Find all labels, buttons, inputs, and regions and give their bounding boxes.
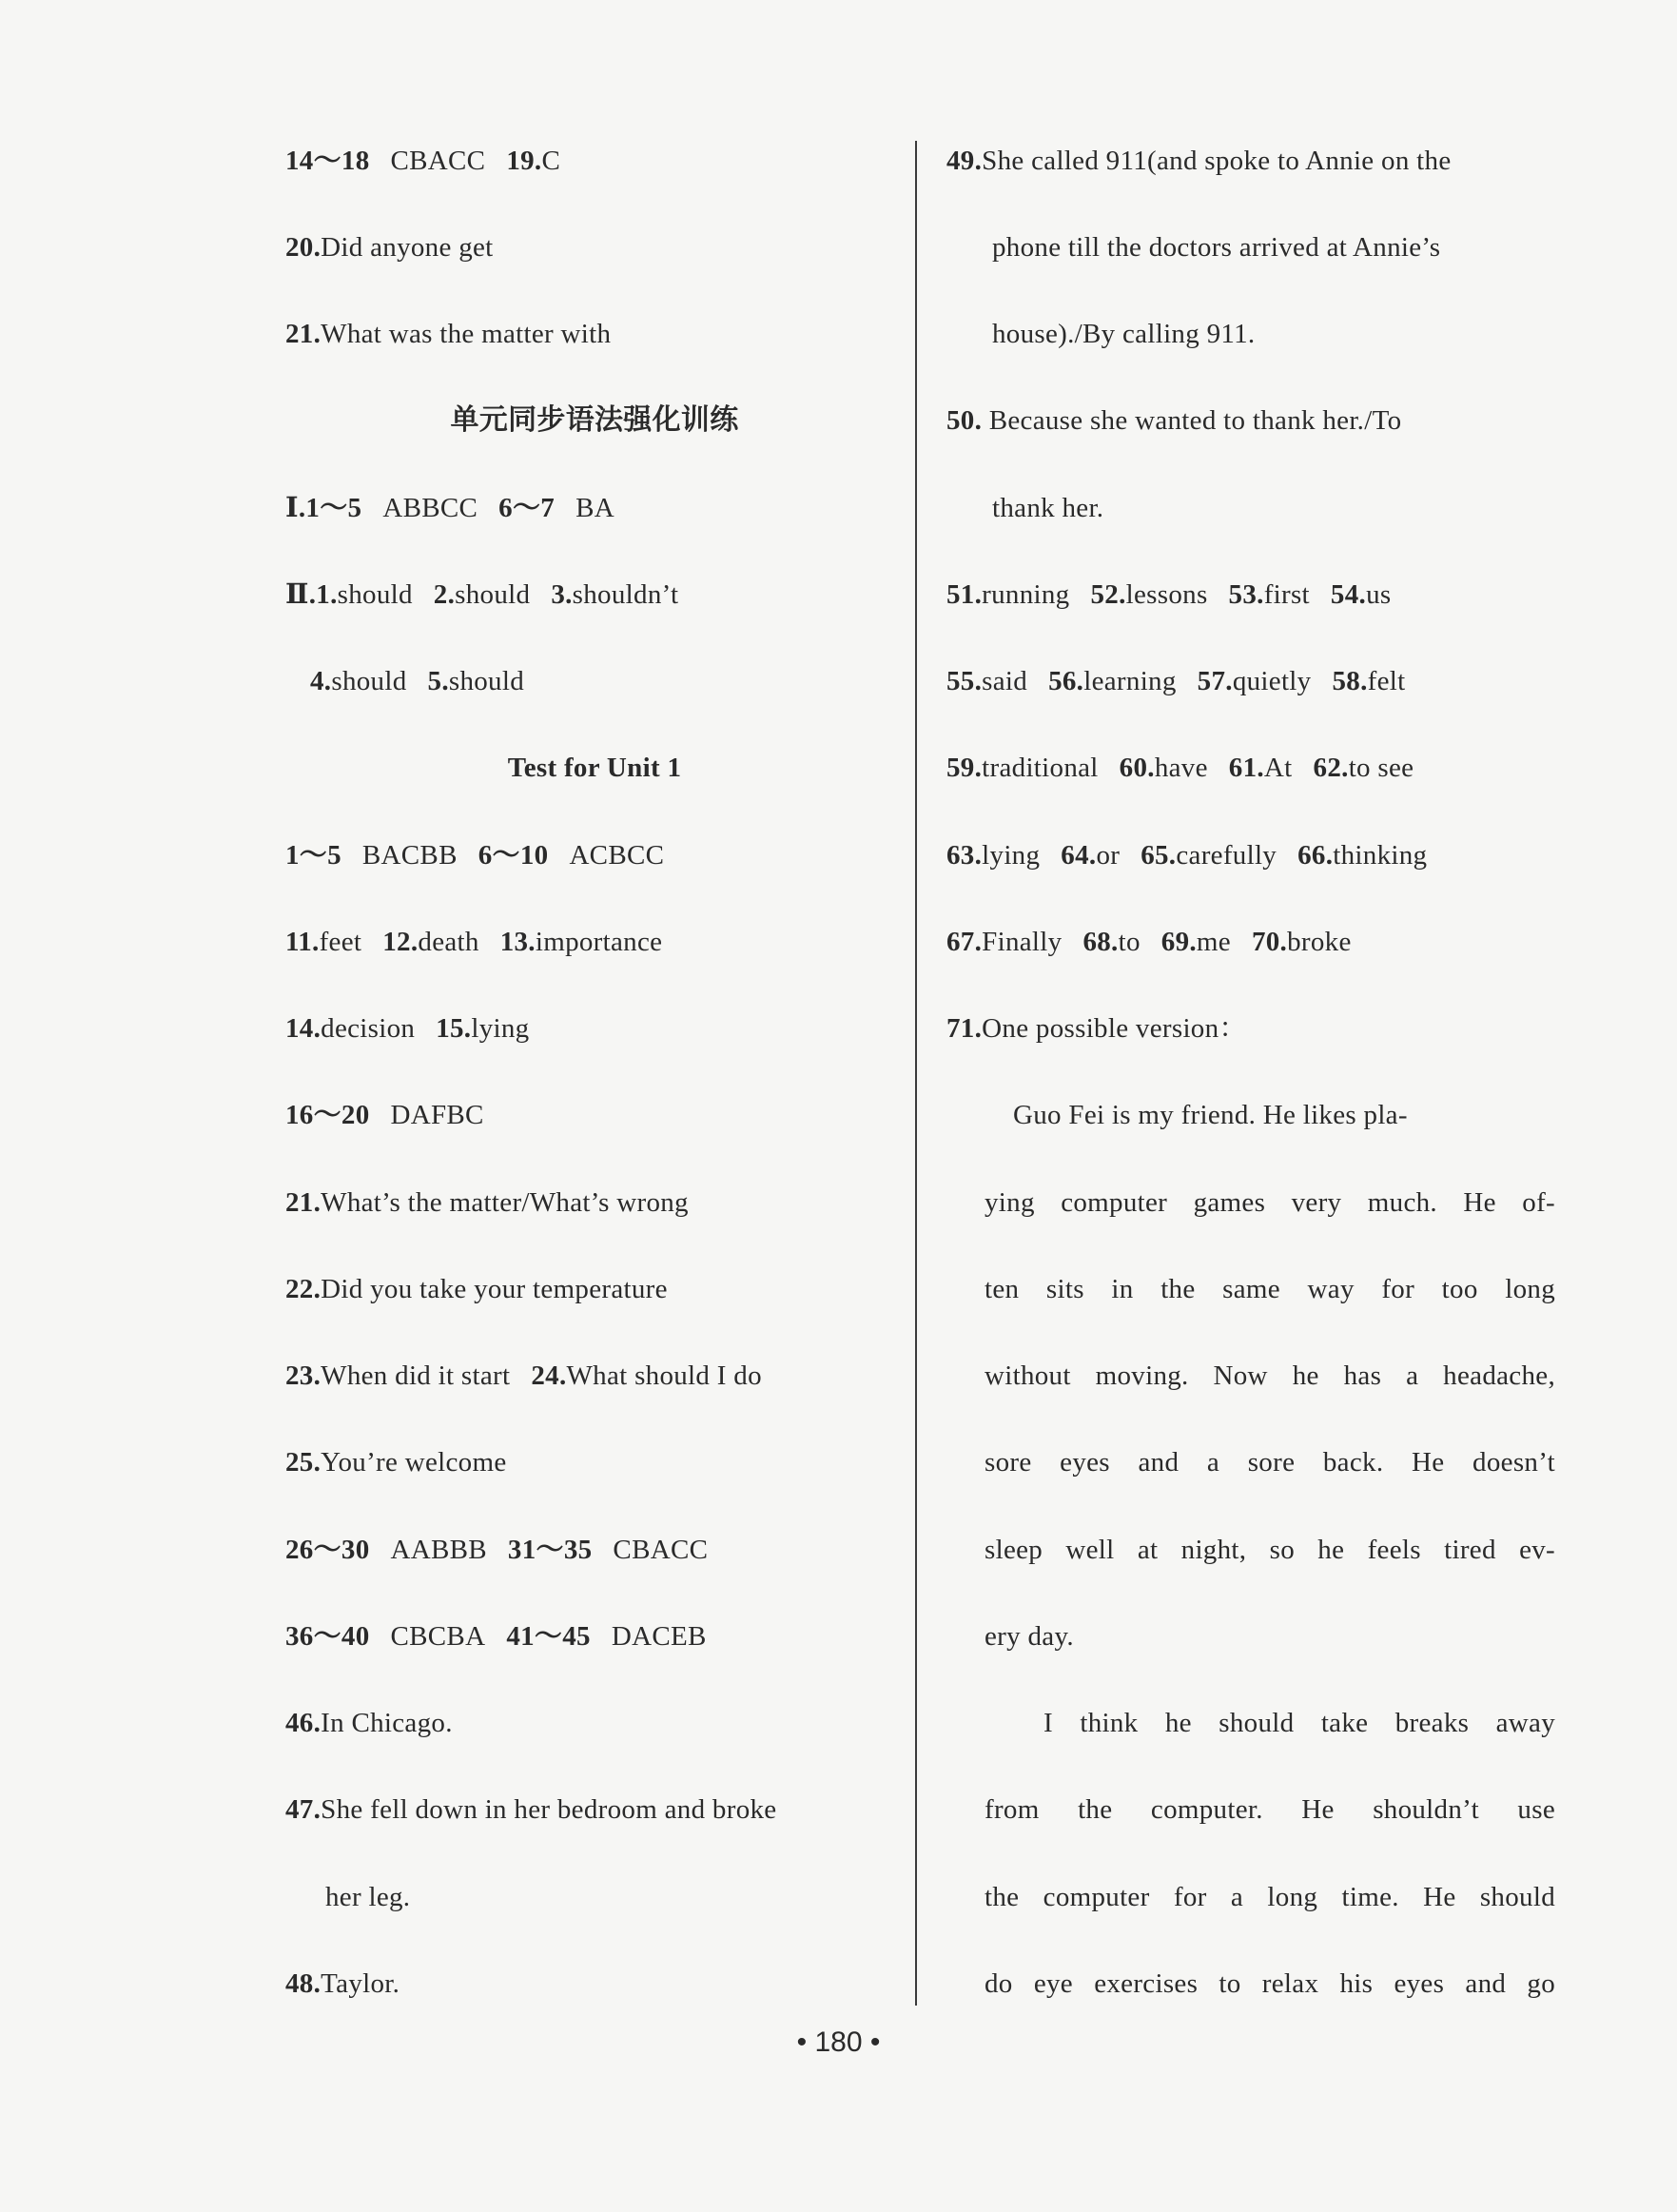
answer-line (946, 229, 1440, 265)
answer-text: to see (1348, 753, 1414, 783)
answer-text: C (541, 146, 561, 176)
question-number: 69. (1160, 927, 1197, 957)
question-number: 6～7 (498, 493, 556, 523)
answer-text: or (1096, 840, 1121, 871)
question-number: 58. (1332, 666, 1368, 696)
answer-line (285, 577, 678, 613)
answer-line (946, 490, 1103, 526)
answer-text: importance (535, 927, 663, 957)
answer-line (285, 1444, 507, 1480)
essay-line: do eye exercises to relax his eyes and go (985, 1968, 1555, 1999)
question-number: 21. (285, 1187, 322, 1218)
answer-line (285, 924, 662, 960)
question-number: 21. (285, 319, 322, 349)
answer-text: quietly (1232, 666, 1312, 696)
question-number: 47. (285, 1794, 322, 1825)
answer-text: traditional (982, 753, 1099, 783)
question-number: 50. (946, 405, 983, 436)
question-number: 66. (1297, 840, 1334, 871)
answer-text: What was the matter with (321, 319, 612, 349)
answer-text: You’re welcome (321, 1447, 507, 1478)
question-number: 24. (531, 1360, 567, 1391)
answer-line (946, 750, 1414, 786)
question-number: 70. (1251, 927, 1288, 957)
page-number: • 180 • (796, 2026, 881, 2058)
question-number: 49. (946, 146, 983, 176)
answer-line (285, 837, 664, 873)
answer-line (946, 663, 1405, 699)
answer-text: her leg. (325, 1882, 411, 1912)
answer-text: should (448, 666, 525, 696)
question-number: 56. (1048, 666, 1084, 696)
question-number: 6～10 (478, 840, 549, 871)
answer-text: thank her. (992, 493, 1104, 523)
answer-text: Did you take your temperature (321, 1274, 668, 1304)
answer-text: lying (471, 1013, 530, 1044)
answer-text: should (331, 666, 407, 696)
answer-line (946, 924, 1352, 960)
question-number: 12. (382, 927, 419, 957)
answer-text: broke (1287, 927, 1352, 957)
answer-text: to (1118, 927, 1141, 957)
answer-line (285, 316, 611, 352)
answer-line (946, 402, 1401, 439)
column-divider (915, 141, 917, 2006)
answer-line (946, 1010, 1247, 1047)
answer-text: house)./By calling 911. (992, 319, 1256, 349)
essay-line: Guo Fei is my friend. He likes pla- (1013, 1100, 1408, 1130)
answer-text: When did it start (321, 1360, 511, 1391)
question-number: 71. (946, 1013, 983, 1044)
question-number: 20. (285, 232, 322, 263)
answer-text: should (455, 579, 531, 610)
answer-text: me (1196, 927, 1231, 957)
answer-text: lessons (1125, 579, 1208, 610)
answer-line (285, 143, 560, 179)
question-number: 3. (551, 579, 573, 610)
question-number: 65. (1141, 840, 1177, 871)
answer-text: CBCBA (390, 1621, 486, 1652)
answer-line (285, 1097, 484, 1133)
answer-text: She fell down in her bedroom and broke (321, 1794, 777, 1825)
question-number: 64. (1061, 840, 1097, 871)
question-number: 55. (946, 666, 983, 696)
question-number: 23. (285, 1360, 322, 1391)
answer-text: Finally (982, 927, 1063, 957)
answer-line (946, 837, 1427, 873)
answer-line (285, 1879, 410, 1915)
answer-text: What’s the matter/What’s wrong (321, 1187, 689, 1218)
question-number: 62. (1313, 753, 1349, 783)
question-number: 26～30 (285, 1535, 370, 1565)
answer-line (285, 1705, 453, 1741)
answer-line (285, 1358, 762, 1394)
answer-text: have (1154, 753, 1208, 783)
answer-text: shouldn’t (572, 579, 679, 610)
question-number: 36～40 (285, 1621, 370, 1652)
question-number: 13. (499, 927, 536, 957)
answer-text: thinking (1333, 840, 1428, 871)
answer-line (285, 1791, 776, 1828)
question-number: 4. (310, 666, 332, 696)
answer-text: CBACC (390, 146, 486, 176)
essay-line: the computer for a long time. He should (985, 1882, 1555, 1912)
question-number: 52. (1090, 579, 1126, 610)
question-number: 68. (1082, 927, 1119, 957)
essay-line: ying computer games very much. He of- (985, 1187, 1555, 1218)
answer-text: Taylor. (321, 1968, 400, 1999)
answer-text: ACBCC (569, 840, 665, 871)
answer-text: should (337, 579, 413, 610)
answer-line (946, 143, 1452, 179)
answer-text: BACBB (361, 840, 458, 871)
question-number: 15. (436, 1013, 472, 1044)
section-heading-test: Test for Unit 1 (507, 753, 682, 783)
answer-text: What should I do (566, 1360, 762, 1391)
answer-text: phone till the doctors arrived at Annie’s (992, 232, 1441, 263)
question-number: 60. (1119, 753, 1155, 783)
answer-text: feet (319, 927, 362, 957)
answer-text: Because she wanted to thank her./To (982, 405, 1402, 436)
answer-line (285, 1184, 689, 1221)
answer-line (285, 1966, 400, 2002)
question-number: 53. (1228, 579, 1264, 610)
answer-line (285, 490, 614, 526)
answer-text: us (1366, 579, 1392, 610)
question-number: 22. (285, 1274, 322, 1304)
essay-line: without moving. Now he has a headache, (985, 1360, 1555, 1391)
answer-text: In Chicago. (321, 1708, 453, 1738)
essay-line: sleep well at night, so he feels tired ev- (985, 1535, 1555, 1565)
answer-text: She called 911(and spoke to Annie on the (982, 146, 1452, 176)
question-number: 5. (427, 666, 449, 696)
answer-line (285, 1271, 668, 1307)
answer-text: felt (1367, 666, 1406, 696)
question-number: 57. (1197, 666, 1233, 696)
question-number: 51. (946, 579, 983, 610)
question-number: 25. (285, 1447, 322, 1478)
answer-text: AABBB (390, 1535, 487, 1565)
answer-text: carefully (1176, 840, 1277, 871)
question-number: 59. (946, 753, 983, 783)
question-number: 19. (506, 146, 542, 176)
question-number: Ⅱ.1. (285, 579, 338, 610)
question-number: 61. (1228, 753, 1264, 783)
essay-line: I think he should take breaks away (1043, 1708, 1555, 1738)
answer-line (285, 1010, 529, 1047)
question-number: 31～35 (507, 1535, 593, 1565)
answer-text: BA (575, 493, 614, 523)
answer-line (946, 316, 1255, 352)
answer-line (285, 1618, 707, 1654)
question-number: 67. (946, 927, 983, 957)
question-number: 48. (285, 1968, 322, 1999)
section-heading-grammar: 单元同步语法强化训练 (450, 403, 739, 437)
question-number: 2. (433, 579, 456, 610)
question-number: Ⅰ.1～5 (285, 493, 362, 523)
question-number: 16～20 (285, 1100, 370, 1130)
question-number: 14. (285, 1013, 322, 1044)
answer-text: said (982, 666, 1028, 696)
answer-text: DAFBC (390, 1100, 484, 1130)
essay-line: from the computer. He shouldn’t use (985, 1794, 1555, 1825)
essay-line: ery day. (985, 1621, 1074, 1652)
question-number: 41～45 (506, 1621, 591, 1652)
question-number: 63. (946, 840, 983, 871)
answer-text: At (1263, 753, 1293, 783)
question-number: 46. (285, 1708, 322, 1738)
answer-text: first (1263, 579, 1310, 610)
answer-line (285, 663, 524, 699)
answer-line (285, 1532, 708, 1568)
answer-text: running (982, 579, 1070, 610)
question-number: 14～18 (285, 146, 370, 176)
answer-text: One possible version： (982, 1013, 1247, 1044)
question-number: 11. (285, 927, 320, 957)
answer-text: death (418, 927, 479, 957)
answer-text: learning (1083, 666, 1177, 696)
answer-line (285, 229, 494, 265)
answer-text: DACEB (611, 1621, 707, 1652)
answer-text: CBACC (613, 1535, 709, 1565)
answer-text: lying (982, 840, 1041, 871)
essay-line: sore eyes and a sore back. He doesn’t (985, 1447, 1555, 1478)
answer-text: Did anyone get (321, 232, 494, 263)
answer-text: ABBCC (382, 493, 478, 523)
question-number: 1～5 (285, 840, 341, 871)
question-number: 54. (1330, 579, 1367, 610)
answer-line (946, 577, 1391, 613)
answer-text: decision (321, 1013, 416, 1044)
essay-line: ten sits in the same way for too long (985, 1274, 1555, 1304)
